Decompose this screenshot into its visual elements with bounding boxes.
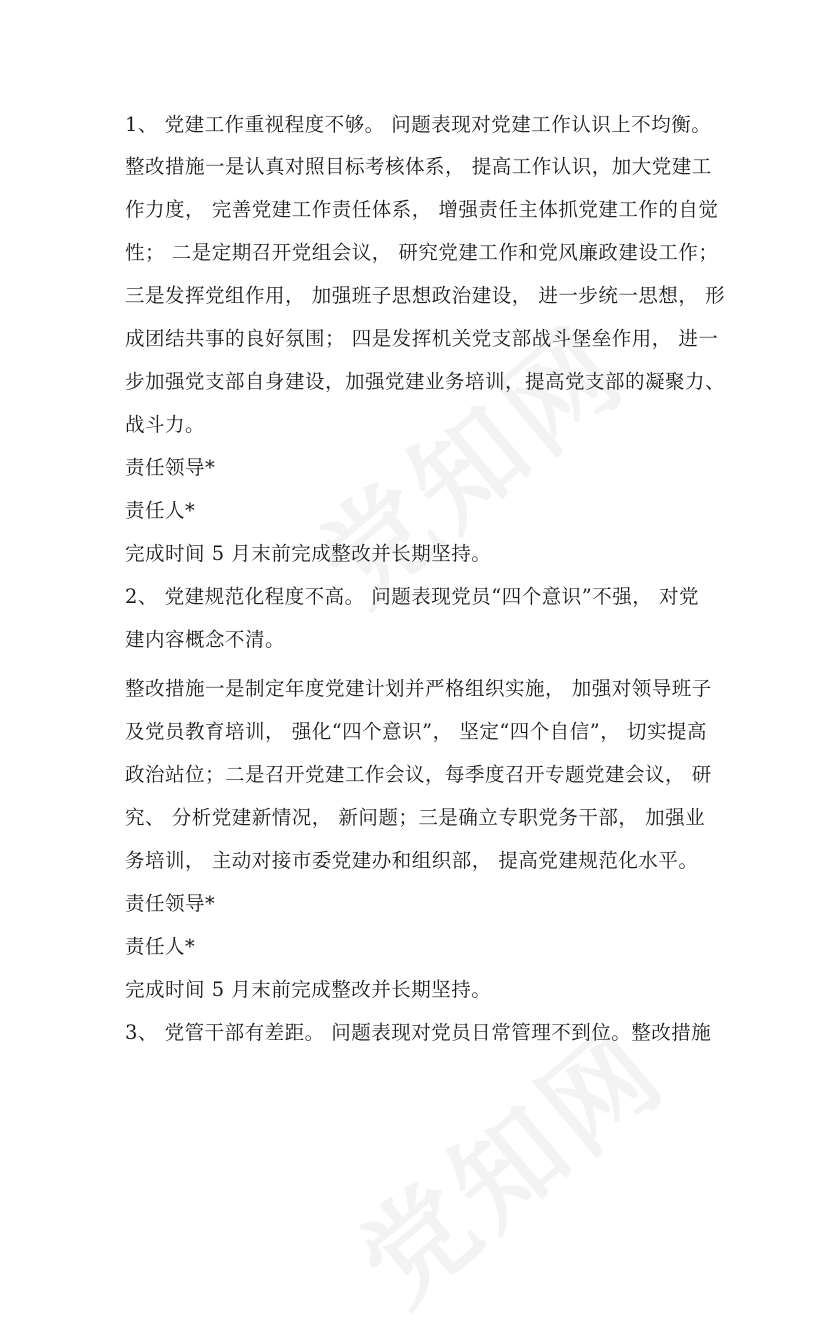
text-line: 1、 党建工作重视程度不够。 问题表现对党建工作认识上不均衡。 <box>125 113 712 136</box>
text-line: 性； 二是定期召开党组会议， 研究党建工作和党风廉政建设工作； <box>125 241 719 264</box>
text-line: 务培训， 主动对接市委党建办和组织部， 提高党建规范化水平。 <box>125 849 699 872</box>
text-line: 建内容概念不清。 <box>125 628 286 651</box>
text-line: 责任人* <box>125 499 196 522</box>
text-line: 责任领导* <box>125 456 216 479</box>
text-line: 及党员教育培训， 强化“四个意识”， 坚定“四个自信”， 切实提高 <box>125 720 707 743</box>
text-line: 作力度， 完善党建工作责任体系， 增强责任主体抓党建工作的自觉 <box>125 198 719 221</box>
text-line: 完成时间 5 月末前完成整改并长期坚持。 <box>125 978 492 1001</box>
text-line: 2、 党建规范化程度不高。 问题表现党员“四个意识”不强， 对党 <box>125 585 699 608</box>
text-line: 整改措施一是认真对照目标考核体系， 提高工作认识，加大党建工 <box>125 155 712 178</box>
text-line: 3、 党管干部有差距。 问题表现对党员日常管理不到位。整改措施 <box>125 1021 712 1044</box>
text-line: 成团结共事的良好氛围； 四是发挥机关党支部战斗堡垒作用， 进一 <box>125 327 719 350</box>
text-line: 责任领导* <box>125 892 216 915</box>
text-line: 三是发挥党组作用， 加强班子思想政治建设， 进一步统一思想， 形 <box>125 284 726 307</box>
text-line: 完成时间 5 月末前完成整改并长期坚持。 <box>125 542 492 565</box>
text-line: 究、 分析党建新情况， 新问题；三是确立专职党务干部， 加强业 <box>125 806 706 829</box>
text-line: 责任人* <box>125 935 196 958</box>
text-line: 战斗力。 <box>125 413 206 436</box>
text-line: 政治站位；二是召开党建工作会议，每季度召开专题党建会议， 研 <box>125 763 712 786</box>
text-line: 整改措施一是制定年度党建计划并严格组织实施， 加强对领导班子 <box>125 677 712 700</box>
text-line: 步加强党支部自身建设，加强党建业务培训，提高党支部的凝聚力、 <box>125 370 726 393</box>
